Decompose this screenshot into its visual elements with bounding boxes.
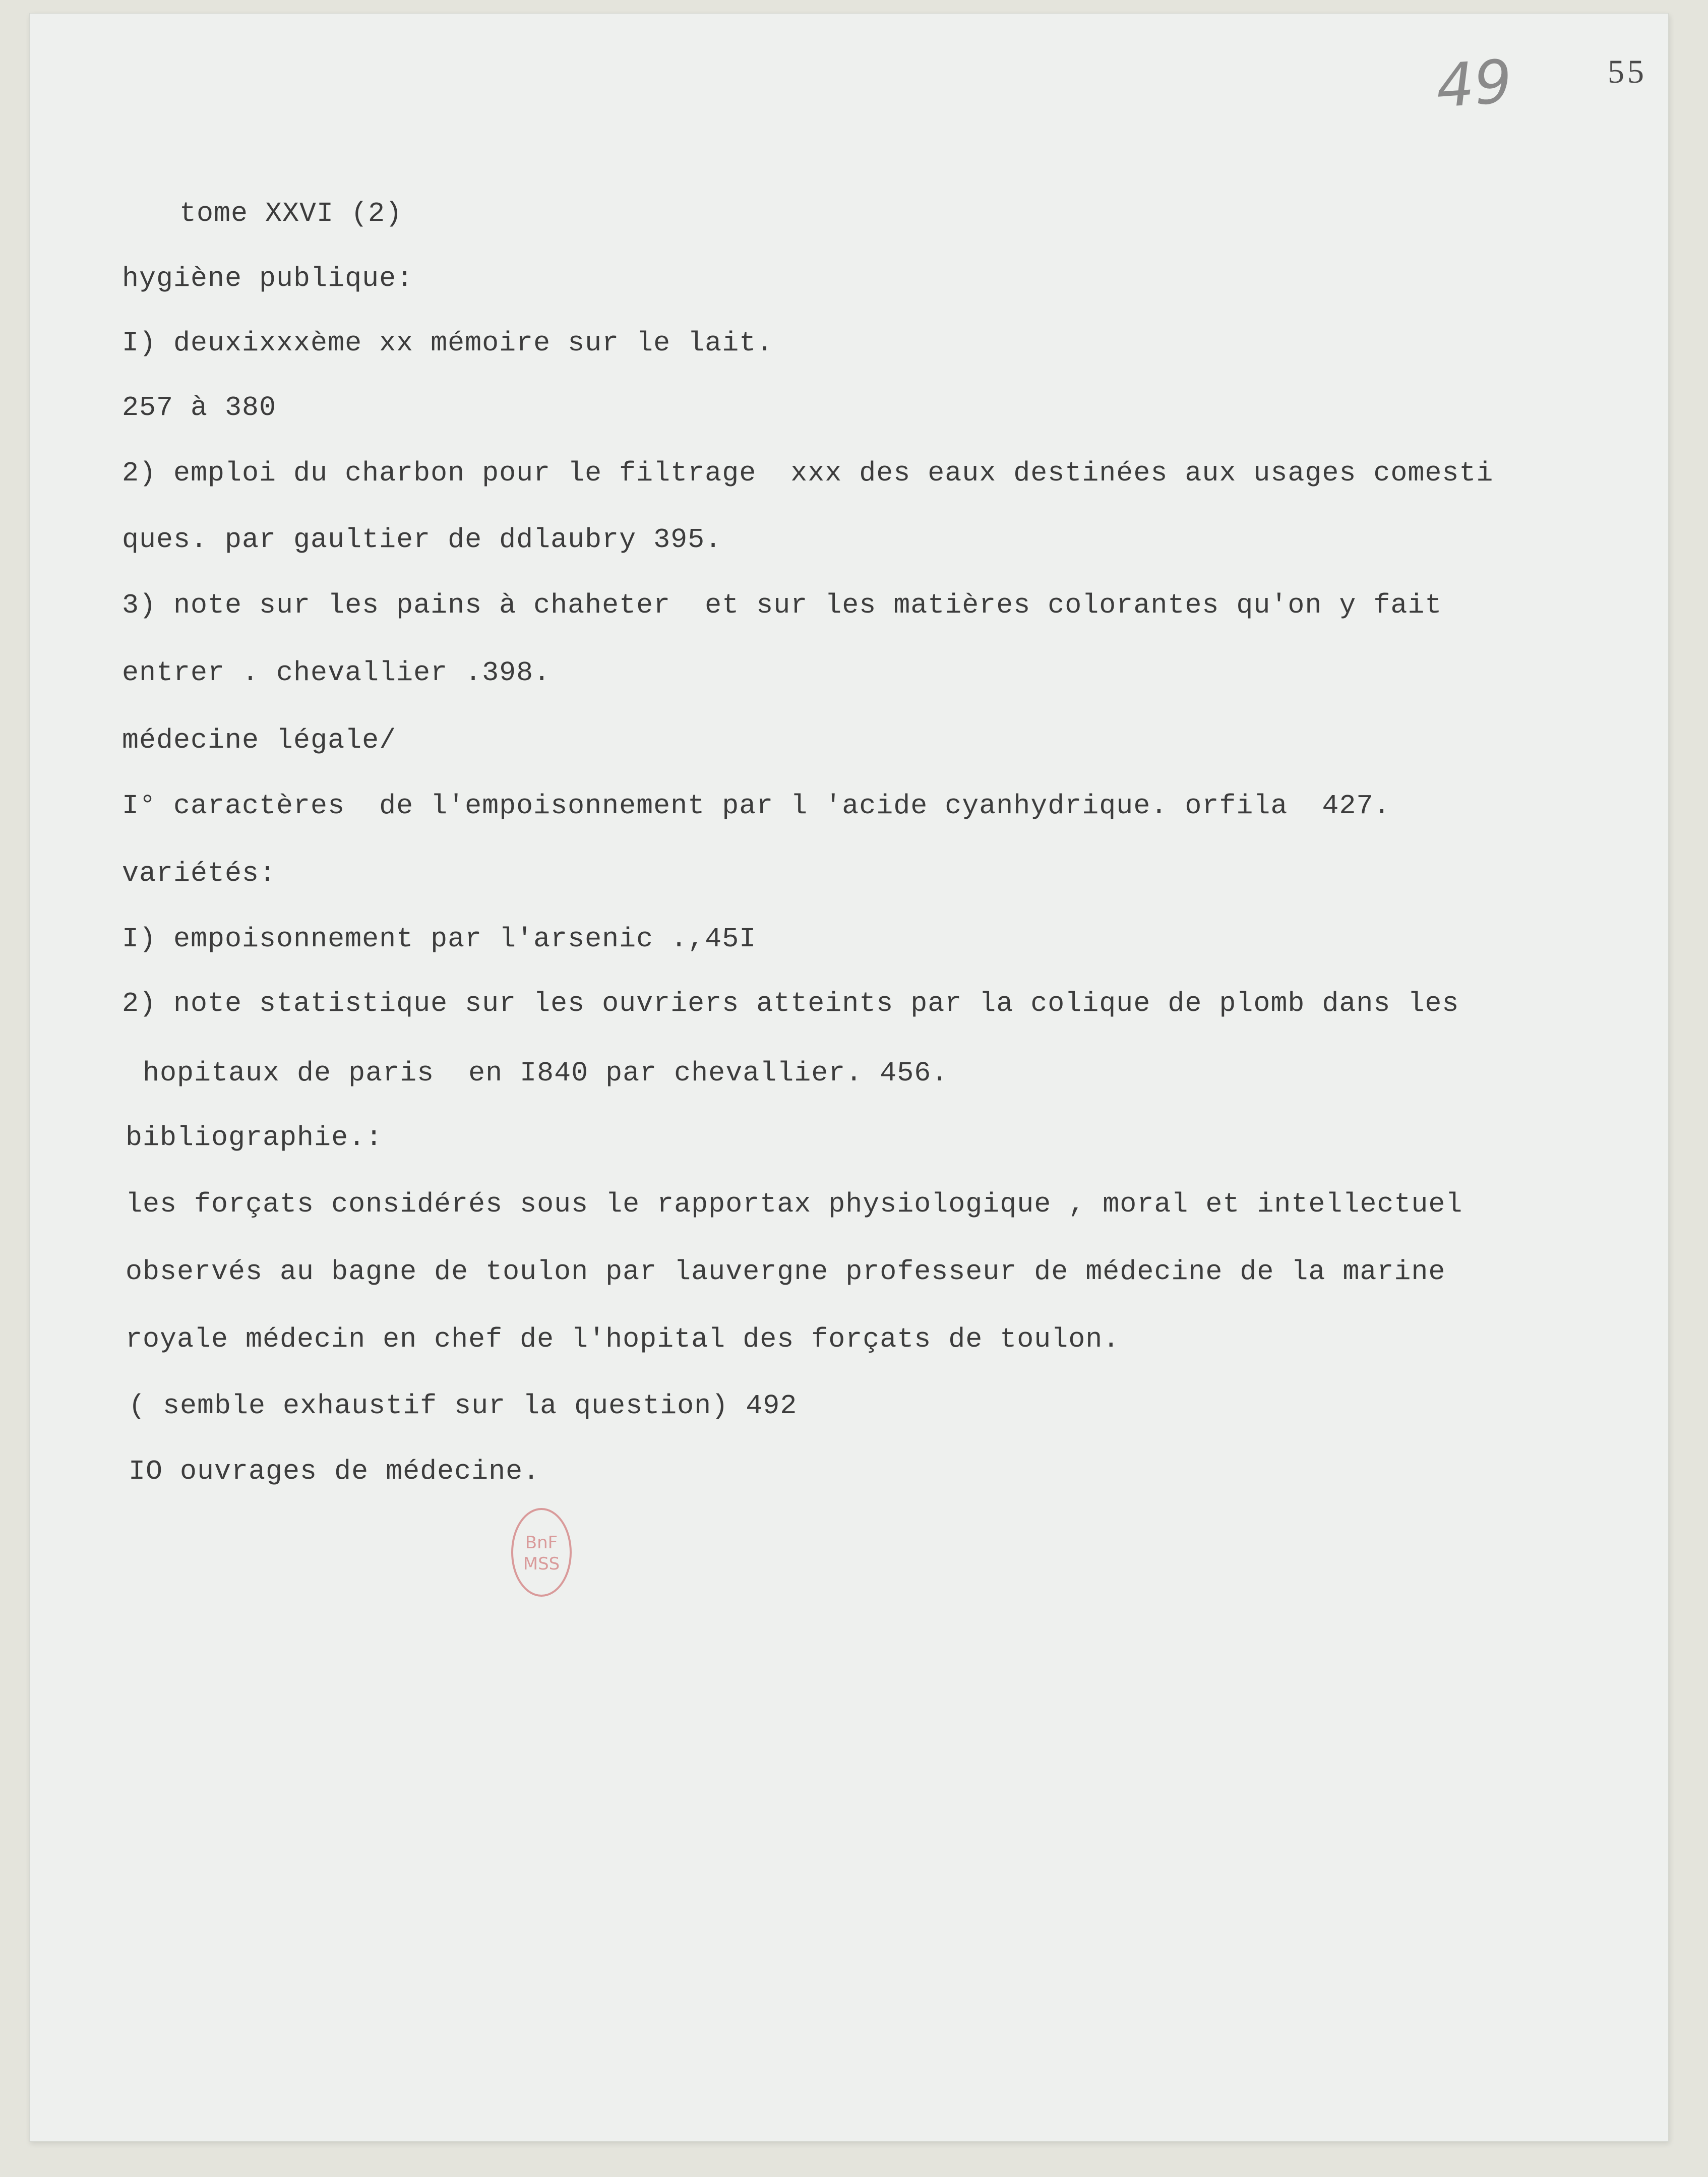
text-line: tome XXVI (2) [179,198,403,229]
folio-number: 55 [1608,53,1647,90]
text-line: 2) emploi du charbon pour le filtrage xxx des eaux destinées aux usages comesti [122,457,1494,489]
text-line: entrer . chevallier .398. [122,657,551,689]
stamp-line-2: MSS [523,1554,560,1574]
bnf-mss-stamp [510,1507,573,1598]
text-line: 257 à 380 [122,392,277,424]
text-line: 3) note sur les pains à chaheter et sur les matières colorantes qu'on y fait [122,589,1442,621]
text-line: hygiène publique: [122,263,414,294]
text-line: ( semble exhaustif sur la question) 492 [129,1390,798,1422]
text-line: royale médecin en chef de l'hopital des forçats de toulon. [126,1323,1120,1355]
document-page [29,13,1669,2142]
text-line: hopitaux de paris en I840 par chevallier. 456. [126,1057,949,1089]
text-line: bibliographie.: [126,1122,383,1154]
text-line: I° caractères de l'empoisonnement par l 'acide cyanhydrique. orfila 427. [122,790,1391,822]
text-line: ques. par gaultier de ddlaubry 395. [122,524,722,556]
text-line: I) empoisonnement par l'arsenic .,45I [122,923,757,955]
stamp-line-1: BnF [525,1533,558,1553]
text-line: IO ouvrages de médecine. [129,1456,540,1487]
text-line: variétés: [122,858,277,889]
text-line: I) deuxixxxème xx mémoire sur le lait. [122,327,774,359]
typed-text [30,14,1668,2141]
text-line: observés au bagne de toulon par lauvergne professeur de médecine de la marine [126,1256,1446,1288]
text-line: médecine légale/ [122,724,397,756]
text-line: 2) note statistique sur les ouvriers atteints par la colique de plomb dans les [122,988,1459,1019]
handwritten-folio-number: 49 [1434,46,1514,122]
text-line: les forçats considérés sous le rapportax physiologique , moral et intellectuel [126,1188,1463,1220]
